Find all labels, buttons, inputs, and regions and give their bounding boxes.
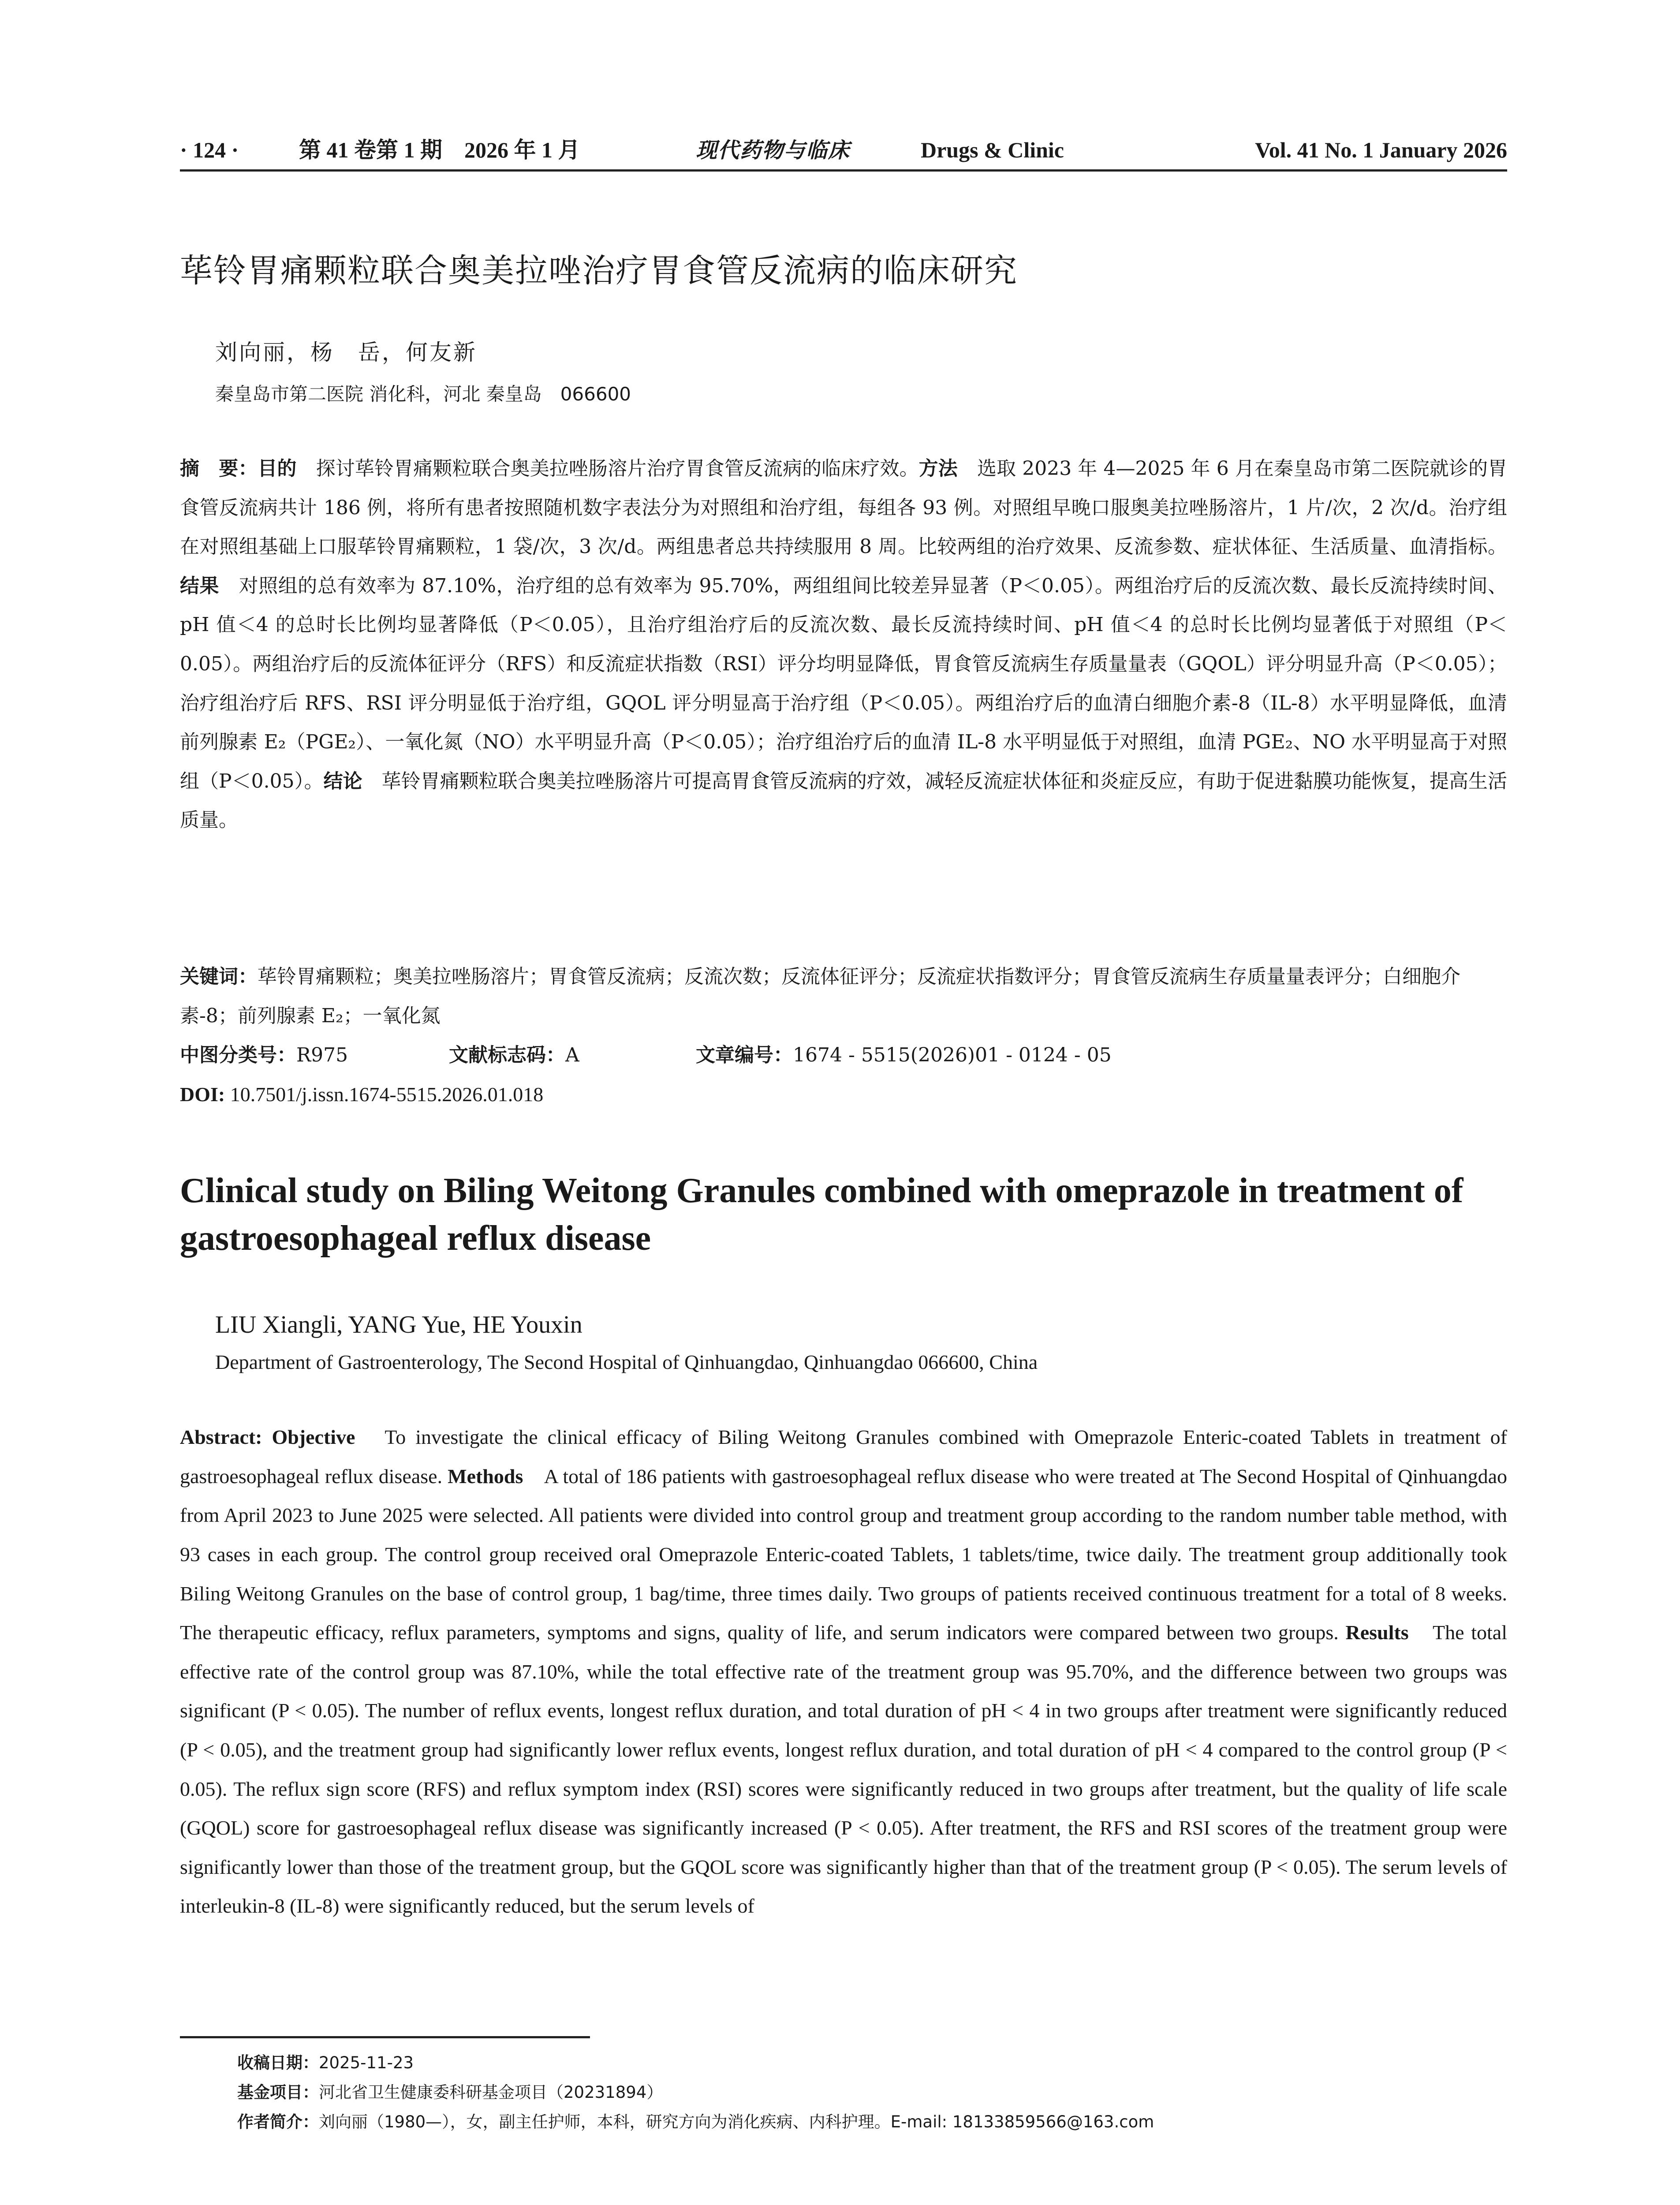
doi-label: DOI: — [180, 1083, 225, 1106]
author-bio-text: 刘向丽（1980—），女，副主任护师，本科，研究方向为消化疾病、内科护理。E-mail: 18133859566@163.com — [319, 2112, 1154, 2132]
received-label: 收稿日期： — [237, 2053, 319, 2073]
journal-name-en: Drugs & Clinic — [921, 138, 1064, 162]
doi-line — [180, 1075, 1507, 1114]
abstract-label: 摘 要： — [180, 457, 258, 480]
methods-text: 选取 2023 年 4—2025 年 6 月在秦皇岛市第二医院就诊的胃食管反流病共计 186 例，将所有患者按照随机数字表法分为对照组和治疗组，每组各 93 例。对照组早晚口服奥美拉唑肠溶片，1 片/次，2 次/d。治疗组在对照组基础上口服荜铃胃痛颗粒，1 袋/次，3 次/d。两组患者总共持续服用 8 周。比较两组的治疗效果、反流参数、症状体征、生活质量、血清指标。 — [180, 457, 1507, 558]
authors-cn: 刘向丽，杨 岳，何友新 — [215, 340, 477, 365]
article-no-label: 文章编号： — [696, 1044, 793, 1066]
results-en-label: Results — [1345, 1621, 1409, 1644]
results-text: 对照组的总有效率为 87.10%，治疗组的总有效率为 95.70%，两组组间比较差异显著（P＜0.05）。两组治疗后的反流次数、最长反流持续时间、pH 值＜4 的总时长比例均显著降低（P＜0.05），且治疗组治疗后的反流次数、最长反流持续时间、pH 值＜4 的总时长比例均显著低于对照组（P＜0.05）。两组治疗后的反流体征评分（RFS）和反流症状指数（RSI）评分均明显降低，胃食管反流病生存质量量表（GQOL）评分明显升高（P＜0.05）；治疗组治疗后 RFS、RSI 评分明显低于治疗组，GQOL 评分明显高于治疗组（P＜0.05）。两组治疗后的血清白细胞介素-8（IL-8）水平明显降低，血清前列腺素 E₂（PGE₂）、一氧化氮（NO）水平明显升高（P＜0.05）；治疗组治疗后的血清 IL-8 水平明显低于对照组，血清 PGE₂、NO 水平明显高于对照组（P＜0.05）。 — [180, 574, 1507, 792]
abstract-en-label: Abstract: Objective — [180, 1426, 355, 1449]
fund-label: 基金项目： — [237, 2083, 319, 2102]
issue-info-cn: 第 41 卷第 1 期 2026 年 1 月 — [299, 138, 580, 162]
clc-value: R975 — [296, 1044, 348, 1066]
keywords-text: 荜铃胃痛颗粒；奥美拉唑肠溶片；胃食管反流病；反流次数；反流体征评分；反流症状指数评分；胃食管反流病生存质量量表评分；白细胞介素-8；前列腺素 E₂；一氧化氮 — [180, 965, 1460, 1027]
affiliation-en: Department of Gastroenterology, The Second Hospital of Qinhuangdao, Qinhuangdao 066600, China — [215, 1351, 1038, 1374]
classification-line — [180, 1036, 1507, 1075]
footnote-rule — [180, 2036, 590, 2038]
methods-label: 方法 — [918, 457, 958, 480]
issue-info-en: Vol. 41 No. 1 January 2026 — [1255, 138, 1507, 162]
results-label: 结果 — [180, 574, 220, 597]
page-number: · 124 · — [180, 138, 239, 162]
title-cn: 荜铃胃痛颗粒联合奥美拉唑治疗胃食管反流病的临床研究 — [180, 252, 1018, 290]
objective-label: 目的 — [258, 457, 297, 480]
methods-en-label: Methods — [448, 1465, 523, 1487]
affiliation-cn: 秦皇岛市第二医院 消化科，河北 秦皇岛 066600 — [215, 383, 631, 405]
footnote-fund — [237, 2078, 1507, 2107]
clc-label: 中图分类号： — [180, 1044, 296, 1066]
doc-code-label: 文献标志码： — [449, 1044, 565, 1066]
objective-text: 探讨荜铃胃痛颗粒联合奥美拉唑肠溶片治疗胃食管反流病的临床疗效。 — [296, 457, 919, 480]
abstract-cn — [180, 449, 1507, 957]
title-en: Clinical study on Biling Weitong Granules combined with omeprazole in treatment of gastroesophageal reflux disease — [180, 1171, 1463, 1258]
footnote-received — [237, 2048, 1507, 2078]
doi-link[interactable]: 10.7501/j.issn.1674-5515.2026.01.018 — [225, 1083, 544, 1106]
abstract-en — [180, 1418, 1507, 2004]
conclusion-text: 荜铃胃痛颗粒联合奥美拉唑肠溶片可提高胃食管反流病的疗效，减轻反流症状体征和炎症反应，有助于促进黏膜功能恢复，提高生活质量。 — [180, 770, 1507, 832]
objective-en-text: To investigate the clinical efficacy of Biling Weitong Granules combined with Omeprazole Enteric-coated Tablets in treatment of gastroesophageal reflux disease. — [180, 1426, 1507, 1487]
authors-en: LIU Xiangli, YANG Yue, HE Youxin — [215, 1311, 582, 1339]
keywords-label: 关键词： — [180, 965, 258, 988]
fund-text: 河北省卫生健康委科研基金项目（20231894） — [319, 2083, 663, 2102]
conclusion-label: 结论 — [323, 770, 362, 792]
author-bio-label: 作者简介： — [237, 2112, 319, 2132]
running-header — [180, 132, 1507, 172]
paper-page — [180, 132, 1507, 2137]
article-no-value: 1674 - 5515(2026)01 - 0124 - 05 — [793, 1044, 1112, 1066]
keywords-cn — [180, 957, 1507, 1036]
journal-name-cn: 现代药物与临床 — [696, 139, 851, 162]
received-date: 2025-11-23 — [319, 2053, 414, 2073]
methods-en-text: A total of 186 patients with gastroesophageal reflux disease who were treated at The Second Hospital of Qinhuangdao from April 2023 to June 2025 were selected. All patients were divided into control group and treatment group according to the random number table method, with 93 cases in each group. The control group received oral Omeprazole Enteric-coated Tablets, 1 tablets/time, twice daily. The treatment group additionally took Biling Weitong Granules on the base of control group, 1 bag/time, three times daily. Two groups of patients received continuous treatment for a total of 8 weeks. The therapeutic efficacy, reflux parameters, symptoms and signs, quality of life, and serum indicators were compared between two groups. — [180, 1465, 1507, 1644]
doc-code-value: A — [565, 1044, 579, 1066]
results-en-text: The total effective rate of the control group was 87.10%, while the total effective rate of the treatment group was 95.70%, and the difference between two groups was significant (P < 0.05). The number of reflux events, longest reflux duration, and total duration of pH < 4 in two groups after treatment were significantly reduced (P < 0.05), and the treatment group had significantly lower reflux events, longest reflux duration, and total duration of pH < 4 compared to the control group (P < 0.05). The reflux sign score (RFS) and reflux symptom index (RSI) scores were significantly reduced in two groups after treatment, but the quality of life scale (GQOL) score for gastroesophageal reflux disease was significantly increased (P < 0.05). After treatment, the RFS and RSI scores of the treatment group were significantly lower than those of the treatment group, but the GQOL score was significantly higher than that of the treatment group (P < 0.05). The serum levels of interleukin-8 (IL-8) were significantly reduced, but the serum levels of — [180, 1621, 1507, 1917]
footnote-author — [237, 2107, 1507, 2137]
